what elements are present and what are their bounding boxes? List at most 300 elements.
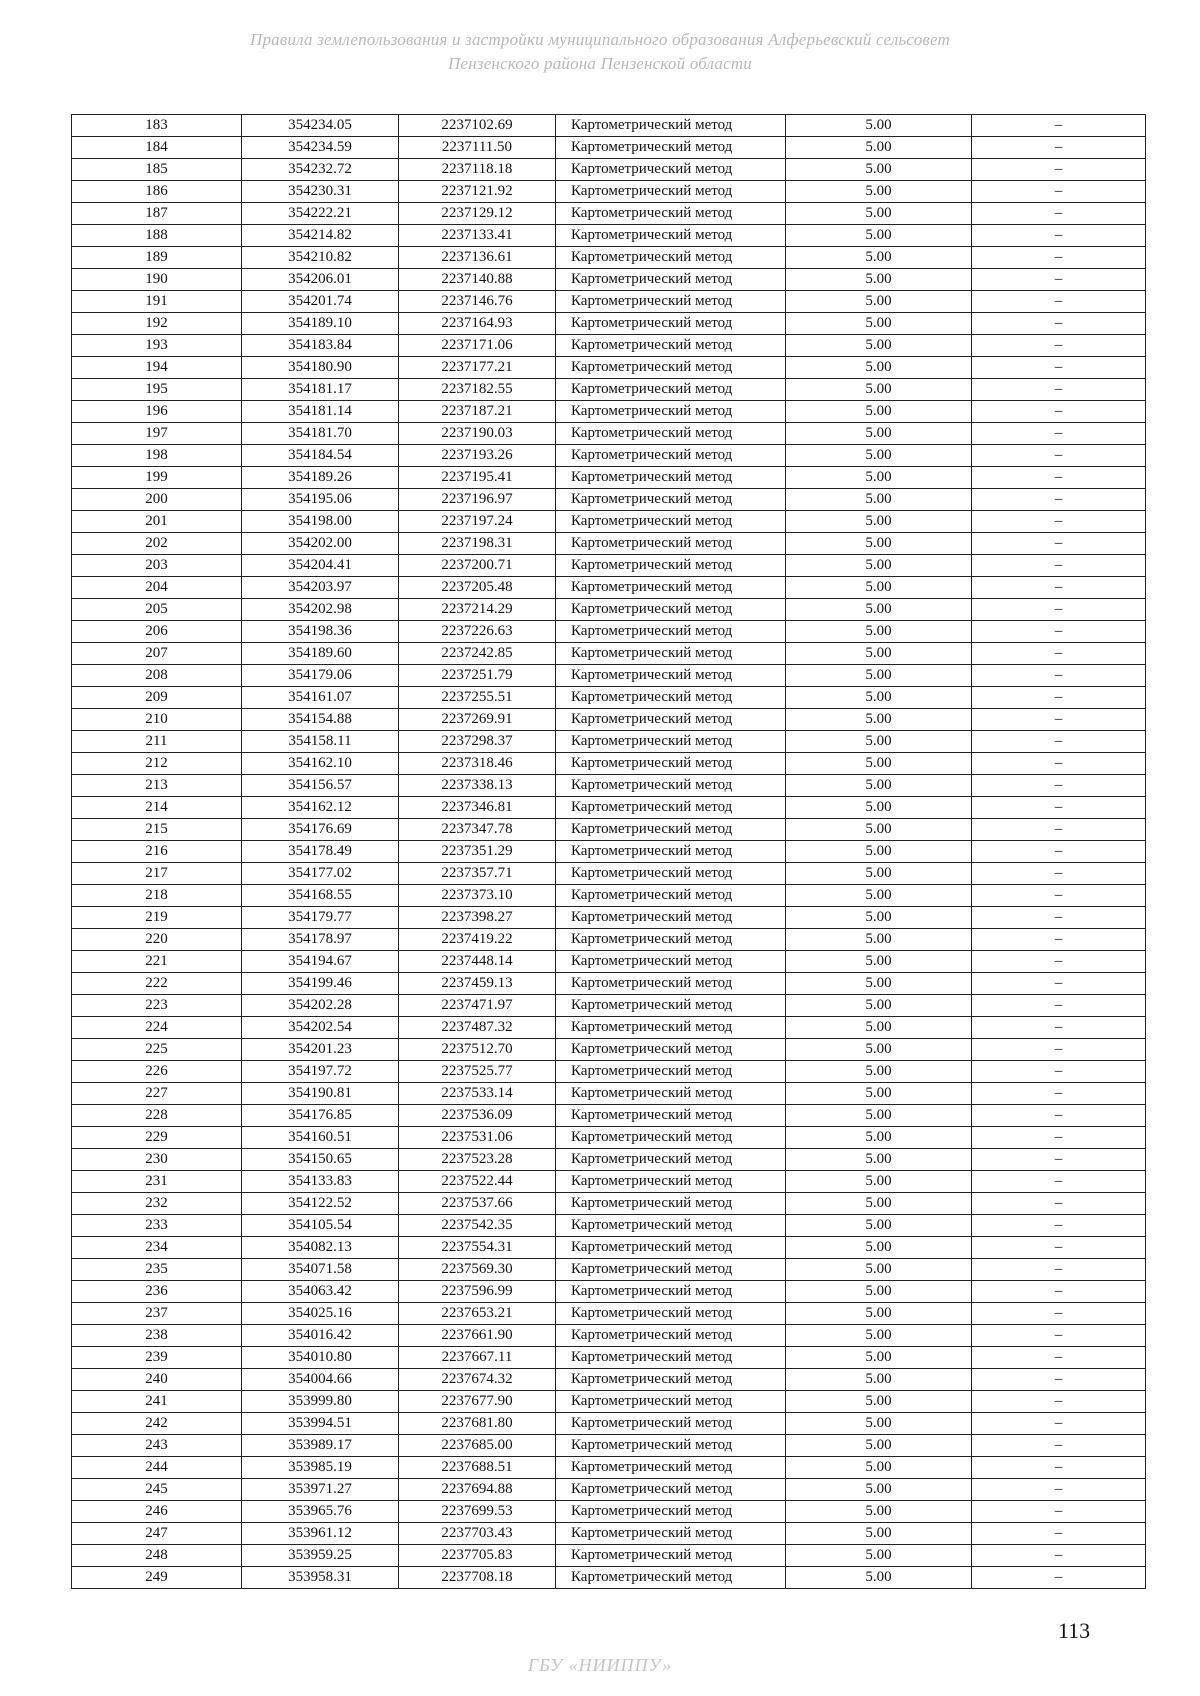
accuracy-cell: 5.00 [786, 1413, 972, 1435]
x-coordinate-cell: 354189.26 [242, 467, 399, 489]
x-coordinate-cell: 354198.00 [242, 511, 399, 533]
point-number-cell: 214 [72, 797, 242, 819]
x-coordinate-cell: 354202.54 [242, 1017, 399, 1039]
table-row [72, 1215, 1146, 1237]
table-row [72, 313, 1146, 335]
point-number-cell: 185 [72, 159, 242, 181]
x-coordinate-cell: 354234.05 [242, 115, 399, 137]
note-cell: – [972, 357, 1146, 379]
method-cell: Картометрический метод [556, 973, 786, 995]
note-cell: – [972, 885, 1146, 907]
accuracy-cell: 5.00 [786, 1523, 972, 1545]
method-cell: Картометрический метод [556, 841, 786, 863]
table-row [72, 489, 1146, 511]
y-coordinate-cell: 2237193.26 [399, 445, 556, 467]
note-cell: – [972, 291, 1146, 313]
note-cell: – [972, 599, 1146, 621]
note-cell: – [972, 1391, 1146, 1413]
method-cell: Картометрический метод [556, 357, 786, 379]
x-coordinate-cell: 354203.97 [242, 577, 399, 599]
accuracy-cell: 5.00 [786, 599, 972, 621]
point-number-cell: 239 [72, 1347, 242, 1369]
x-coordinate-cell: 354071.58 [242, 1259, 399, 1281]
method-cell: Картометрический метод [556, 819, 786, 841]
note-cell: – [972, 709, 1146, 731]
x-coordinate-cell: 354194.67 [242, 951, 399, 973]
x-coordinate-cell: 354063.42 [242, 1281, 399, 1303]
note-cell: – [972, 687, 1146, 709]
table-row [72, 1281, 1146, 1303]
accuracy-cell: 5.00 [786, 1369, 972, 1391]
method-cell: Картометрический метод [556, 1347, 786, 1369]
method-cell: Картометрический метод [556, 401, 786, 423]
note-cell: – [972, 181, 1146, 203]
table-row [72, 181, 1146, 203]
table-row [72, 1457, 1146, 1479]
table-row [72, 753, 1146, 775]
y-coordinate-cell: 2237200.71 [399, 555, 556, 577]
method-cell: Картометрический метод [556, 1369, 786, 1391]
table-row [72, 1413, 1146, 1435]
note-cell: – [972, 1039, 1146, 1061]
method-cell: Картометрический метод [556, 687, 786, 709]
accuracy-cell: 5.00 [786, 665, 972, 687]
y-coordinate-cell: 2237255.51 [399, 687, 556, 709]
table-row [72, 1127, 1146, 1149]
table-row [72, 423, 1146, 445]
table-row [72, 665, 1146, 687]
x-coordinate-cell: 354183.84 [242, 335, 399, 357]
method-cell: Картометрический метод [556, 423, 786, 445]
table-row [72, 995, 1146, 1017]
y-coordinate-cell: 2237703.43 [399, 1523, 556, 1545]
accuracy-cell: 5.00 [786, 1501, 972, 1523]
point-number-cell: 184 [72, 137, 242, 159]
accuracy-cell: 5.00 [786, 489, 972, 511]
method-cell: Картометрический метод [556, 643, 786, 665]
method-cell: Картометрический метод [556, 1281, 786, 1303]
point-number-cell: 209 [72, 687, 242, 709]
y-coordinate-cell: 2237373.10 [399, 885, 556, 907]
x-coordinate-cell: 354202.98 [242, 599, 399, 621]
method-cell: Картометрический метод [556, 1501, 786, 1523]
table-row [72, 269, 1146, 291]
x-coordinate-cell: 354199.46 [242, 973, 399, 995]
y-coordinate-cell: 2237708.18 [399, 1567, 556, 1589]
y-coordinate-cell: 2237419.22 [399, 929, 556, 951]
point-number-cell: 232 [72, 1193, 242, 1215]
accuracy-cell: 5.00 [786, 1215, 972, 1237]
point-number-cell: 210 [72, 709, 242, 731]
y-coordinate-cell: 2237357.71 [399, 863, 556, 885]
note-cell: – [972, 1105, 1146, 1127]
table-row [72, 819, 1146, 841]
note-cell: – [972, 1567, 1146, 1589]
table-row [72, 1567, 1146, 1589]
y-coordinate-cell: 2237214.29 [399, 599, 556, 621]
point-number-cell: 202 [72, 533, 242, 555]
point-number-cell: 186 [72, 181, 242, 203]
note-cell: – [972, 203, 1146, 225]
method-cell: Картометрический метод [556, 863, 786, 885]
method-cell: Картометрический метод [556, 709, 786, 731]
x-coordinate-cell: 354162.12 [242, 797, 399, 819]
note-cell: – [972, 269, 1146, 291]
table-row [72, 1347, 1146, 1369]
x-coordinate-cell: 354178.97 [242, 929, 399, 951]
note-cell: – [972, 1501, 1146, 1523]
table-row [72, 401, 1146, 423]
y-coordinate-cell: 2237674.32 [399, 1369, 556, 1391]
point-number-cell: 244 [72, 1457, 242, 1479]
y-coordinate-cell: 2237522.44 [399, 1171, 556, 1193]
method-cell: Картометрический метод [556, 445, 786, 467]
x-coordinate-cell: 353999.80 [242, 1391, 399, 1413]
note-cell: – [972, 863, 1146, 885]
table-row [72, 247, 1146, 269]
x-coordinate-cell: 354154.88 [242, 709, 399, 731]
table-row [72, 973, 1146, 995]
note-cell: – [972, 1545, 1146, 1567]
point-number-cell: 233 [72, 1215, 242, 1237]
x-coordinate-cell: 354201.74 [242, 291, 399, 313]
x-coordinate-cell: 354230.31 [242, 181, 399, 203]
x-coordinate-cell: 354201.23 [242, 1039, 399, 1061]
y-coordinate-cell: 2237338.13 [399, 775, 556, 797]
point-number-cell: 229 [72, 1127, 242, 1149]
x-coordinate-cell: 354181.17 [242, 379, 399, 401]
method-cell: Картометрический метод [556, 995, 786, 1017]
y-coordinate-cell: 2237269.91 [399, 709, 556, 731]
y-coordinate-cell: 2237140.88 [399, 269, 556, 291]
method-cell: Картометрический метод [556, 247, 786, 269]
y-coordinate-cell: 2237681.80 [399, 1413, 556, 1435]
table-row [72, 1017, 1146, 1039]
note-cell: – [972, 1149, 1146, 1171]
accuracy-cell: 5.00 [786, 731, 972, 753]
point-number-cell: 183 [72, 115, 242, 137]
x-coordinate-cell: 354160.51 [242, 1127, 399, 1149]
y-coordinate-cell: 2237164.93 [399, 313, 556, 335]
accuracy-cell: 5.00 [786, 313, 972, 335]
y-coordinate-cell: 2237653.21 [399, 1303, 556, 1325]
point-number-cell: 241 [72, 1391, 242, 1413]
y-coordinate-cell: 2237487.32 [399, 1017, 556, 1039]
method-cell: Картометрический метод [556, 951, 786, 973]
x-coordinate-cell: 354181.70 [242, 423, 399, 445]
method-cell: Картометрический метод [556, 181, 786, 203]
x-coordinate-cell: 354232.72 [242, 159, 399, 181]
y-coordinate-cell: 2237448.14 [399, 951, 556, 973]
table-row [72, 1061, 1146, 1083]
method-cell: Картометрический метод [556, 1061, 786, 1083]
y-coordinate-cell: 2237177.21 [399, 357, 556, 379]
accuracy-cell: 5.00 [786, 269, 972, 291]
y-coordinate-cell: 2237512.70 [399, 1039, 556, 1061]
x-coordinate-cell: 354105.54 [242, 1215, 399, 1237]
note-cell: – [972, 247, 1146, 269]
x-coordinate-cell: 354158.11 [242, 731, 399, 753]
table-row [72, 1083, 1146, 1105]
point-number-cell: 237 [72, 1303, 242, 1325]
table-row [72, 841, 1146, 863]
point-number-cell: 249 [72, 1567, 242, 1589]
table-row [72, 1303, 1146, 1325]
table-row [72, 907, 1146, 929]
table-row [72, 445, 1146, 467]
table-row [72, 863, 1146, 885]
point-number-cell: 234 [72, 1237, 242, 1259]
note-cell: – [972, 753, 1146, 775]
x-coordinate-cell: 354179.06 [242, 665, 399, 687]
x-coordinate-cell: 353971.27 [242, 1479, 399, 1501]
accuracy-cell: 5.00 [786, 863, 972, 885]
table-row [72, 885, 1146, 907]
table-row [72, 775, 1146, 797]
y-coordinate-cell: 2237459.13 [399, 973, 556, 995]
y-coordinate-cell: 2237531.06 [399, 1127, 556, 1149]
x-coordinate-cell: 354189.10 [242, 313, 399, 335]
point-number-cell: 197 [72, 423, 242, 445]
note-cell: – [972, 401, 1146, 423]
accuracy-cell: 5.00 [786, 753, 972, 775]
note-cell: – [972, 445, 1146, 467]
table-row [72, 1523, 1146, 1545]
method-cell: Картометрический метод [556, 1413, 786, 1435]
x-coordinate-cell: 354122.52 [242, 1193, 399, 1215]
table-row [72, 731, 1146, 753]
table-row [72, 1193, 1146, 1215]
note-cell: – [972, 731, 1146, 753]
coordinates-table-body [72, 115, 1146, 1589]
y-coordinate-cell: 2237542.35 [399, 1215, 556, 1237]
x-coordinate-cell: 354156.57 [242, 775, 399, 797]
accuracy-cell: 5.00 [786, 973, 972, 995]
point-number-cell: 238 [72, 1325, 242, 1347]
x-coordinate-cell: 354198.36 [242, 621, 399, 643]
note-cell: – [972, 225, 1146, 247]
table-row [72, 467, 1146, 489]
point-number-cell: 228 [72, 1105, 242, 1127]
accuracy-cell: 5.00 [786, 841, 972, 863]
accuracy-cell: 5.00 [786, 445, 972, 467]
accuracy-cell: 5.00 [786, 1171, 972, 1193]
note-cell: – [972, 1303, 1146, 1325]
accuracy-cell: 5.00 [786, 379, 972, 401]
table-row [72, 203, 1146, 225]
y-coordinate-cell: 2237129.12 [399, 203, 556, 225]
method-cell: Картометрический метод [556, 775, 786, 797]
point-number-cell: 212 [72, 753, 242, 775]
accuracy-cell: 5.00 [786, 1479, 972, 1501]
point-number-cell: 204 [72, 577, 242, 599]
accuracy-cell: 5.00 [786, 1567, 972, 1589]
note-cell: – [972, 1259, 1146, 1281]
accuracy-cell: 5.00 [786, 1083, 972, 1105]
x-coordinate-cell: 354206.01 [242, 269, 399, 291]
point-number-cell: 222 [72, 973, 242, 995]
point-number-cell: 224 [72, 1017, 242, 1039]
table-row [72, 1369, 1146, 1391]
x-coordinate-cell: 354202.28 [242, 995, 399, 1017]
method-cell: Картометрический метод [556, 599, 786, 621]
y-coordinate-cell: 2237242.85 [399, 643, 556, 665]
point-number-cell: 189 [72, 247, 242, 269]
table-row [72, 1545, 1146, 1567]
note-cell: – [972, 379, 1146, 401]
table-row [72, 951, 1146, 973]
point-number-cell: 190 [72, 269, 242, 291]
table-row [72, 511, 1146, 533]
accuracy-cell: 5.00 [786, 995, 972, 1017]
y-coordinate-cell: 2237569.30 [399, 1259, 556, 1281]
method-cell: Картометрический метод [556, 1083, 786, 1105]
y-coordinate-cell: 2237661.90 [399, 1325, 556, 1347]
accuracy-cell: 5.00 [786, 687, 972, 709]
accuracy-cell: 5.00 [786, 577, 972, 599]
accuracy-cell: 5.00 [786, 247, 972, 269]
point-number-cell: 193 [72, 335, 242, 357]
table-row [72, 1105, 1146, 1127]
note-cell: – [972, 1325, 1146, 1347]
table-row [72, 1039, 1146, 1061]
x-coordinate-cell: 354177.02 [242, 863, 399, 885]
point-number-cell: 243 [72, 1435, 242, 1457]
y-coordinate-cell: 2237190.03 [399, 423, 556, 445]
accuracy-cell: 5.00 [786, 797, 972, 819]
method-cell: Картометрический метод [556, 1171, 786, 1193]
point-number-cell: 218 [72, 885, 242, 907]
method-cell: Картометрический метод [556, 929, 786, 951]
table-row [72, 1259, 1146, 1281]
accuracy-cell: 5.00 [786, 1149, 972, 1171]
table-row [72, 599, 1146, 621]
method-cell: Картометрический метод [556, 907, 786, 929]
table-row [72, 379, 1146, 401]
accuracy-cell: 5.00 [786, 467, 972, 489]
x-coordinate-cell: 353985.19 [242, 1457, 399, 1479]
point-number-cell: 235 [72, 1259, 242, 1281]
y-coordinate-cell: 2237525.77 [399, 1061, 556, 1083]
table-row [72, 621, 1146, 643]
accuracy-cell: 5.00 [786, 951, 972, 973]
x-coordinate-cell: 353989.17 [242, 1435, 399, 1457]
method-cell: Картометрический метод [556, 1215, 786, 1237]
point-number-cell: 217 [72, 863, 242, 885]
y-coordinate-cell: 2237694.88 [399, 1479, 556, 1501]
accuracy-cell: 5.00 [786, 1325, 972, 1347]
method-cell: Картометрический метод [556, 115, 786, 137]
accuracy-cell: 5.00 [786, 1347, 972, 1369]
point-number-cell: 247 [72, 1523, 242, 1545]
point-number-cell: 187 [72, 203, 242, 225]
point-number-cell: 208 [72, 665, 242, 687]
y-coordinate-cell: 2237133.41 [399, 225, 556, 247]
x-coordinate-cell: 354016.42 [242, 1325, 399, 1347]
note-cell: – [972, 797, 1146, 819]
method-cell: Картометрический метод [556, 555, 786, 577]
note-cell: – [972, 467, 1146, 489]
y-coordinate-cell: 2237537.66 [399, 1193, 556, 1215]
y-coordinate-cell: 2237554.31 [399, 1237, 556, 1259]
method-cell: Картометрический метод [556, 1435, 786, 1457]
y-coordinate-cell: 2237699.53 [399, 1501, 556, 1523]
method-cell: Картометрический метод [556, 797, 786, 819]
y-coordinate-cell: 2237677.90 [399, 1391, 556, 1413]
x-coordinate-cell: 354197.72 [242, 1061, 399, 1083]
x-coordinate-cell: 354162.10 [242, 753, 399, 775]
table-row [72, 1149, 1146, 1171]
note-cell: – [972, 511, 1146, 533]
note-cell: – [972, 1413, 1146, 1435]
point-number-cell: 220 [72, 929, 242, 951]
method-cell: Картометрический метод [556, 1017, 786, 1039]
accuracy-cell: 5.00 [786, 907, 972, 929]
point-number-cell: 219 [72, 907, 242, 929]
accuracy-cell: 5.00 [786, 225, 972, 247]
accuracy-cell: 5.00 [786, 137, 972, 159]
x-coordinate-cell: 354082.13 [242, 1237, 399, 1259]
point-number-cell: 211 [72, 731, 242, 753]
accuracy-cell: 5.00 [786, 1303, 972, 1325]
y-coordinate-cell: 2237136.61 [399, 247, 556, 269]
y-coordinate-cell: 2237533.14 [399, 1083, 556, 1105]
page-header [0, 28, 1200, 76]
x-coordinate-cell: 354190.81 [242, 1083, 399, 1105]
table-row [72, 709, 1146, 731]
method-cell: Картометрический метод [556, 1545, 786, 1567]
accuracy-cell: 5.00 [786, 401, 972, 423]
table-row [72, 1325, 1146, 1347]
table-row [72, 687, 1146, 709]
method-cell: Картометрический метод [556, 511, 786, 533]
y-coordinate-cell: 2237205.48 [399, 577, 556, 599]
point-number-cell: 246 [72, 1501, 242, 1523]
note-cell: – [972, 951, 1146, 973]
method-cell: Картометрический метод [556, 137, 786, 159]
y-coordinate-cell: 2237688.51 [399, 1457, 556, 1479]
table-row [72, 1237, 1146, 1259]
note-cell: – [972, 1061, 1146, 1083]
note-cell: – [972, 137, 1146, 159]
x-coordinate-cell: 354189.60 [242, 643, 399, 665]
point-number-cell: 188 [72, 225, 242, 247]
accuracy-cell: 5.00 [786, 1193, 972, 1215]
table-row [72, 1435, 1146, 1457]
accuracy-cell: 5.00 [786, 775, 972, 797]
method-cell: Картометрический метод [556, 1325, 786, 1347]
y-coordinate-cell: 2237398.27 [399, 907, 556, 929]
y-coordinate-cell: 2237195.41 [399, 467, 556, 489]
y-coordinate-cell: 2237111.50 [399, 137, 556, 159]
x-coordinate-cell: 353961.12 [242, 1523, 399, 1545]
accuracy-cell: 5.00 [786, 115, 972, 137]
note-cell: – [972, 423, 1146, 445]
x-coordinate-cell: 354176.69 [242, 819, 399, 841]
accuracy-cell: 5.00 [786, 423, 972, 445]
table-row [72, 533, 1146, 555]
method-cell: Картометрический метод [556, 1479, 786, 1501]
method-cell: Картометрический метод [556, 225, 786, 247]
y-coordinate-cell: 2237196.97 [399, 489, 556, 511]
point-number-cell: 225 [72, 1039, 242, 1061]
accuracy-cell: 5.00 [786, 291, 972, 313]
x-coordinate-cell: 353965.76 [242, 1501, 399, 1523]
note-cell: – [972, 1237, 1146, 1259]
x-coordinate-cell: 354178.49 [242, 841, 399, 863]
y-coordinate-cell: 2237667.11 [399, 1347, 556, 1369]
point-number-cell: 194 [72, 357, 242, 379]
